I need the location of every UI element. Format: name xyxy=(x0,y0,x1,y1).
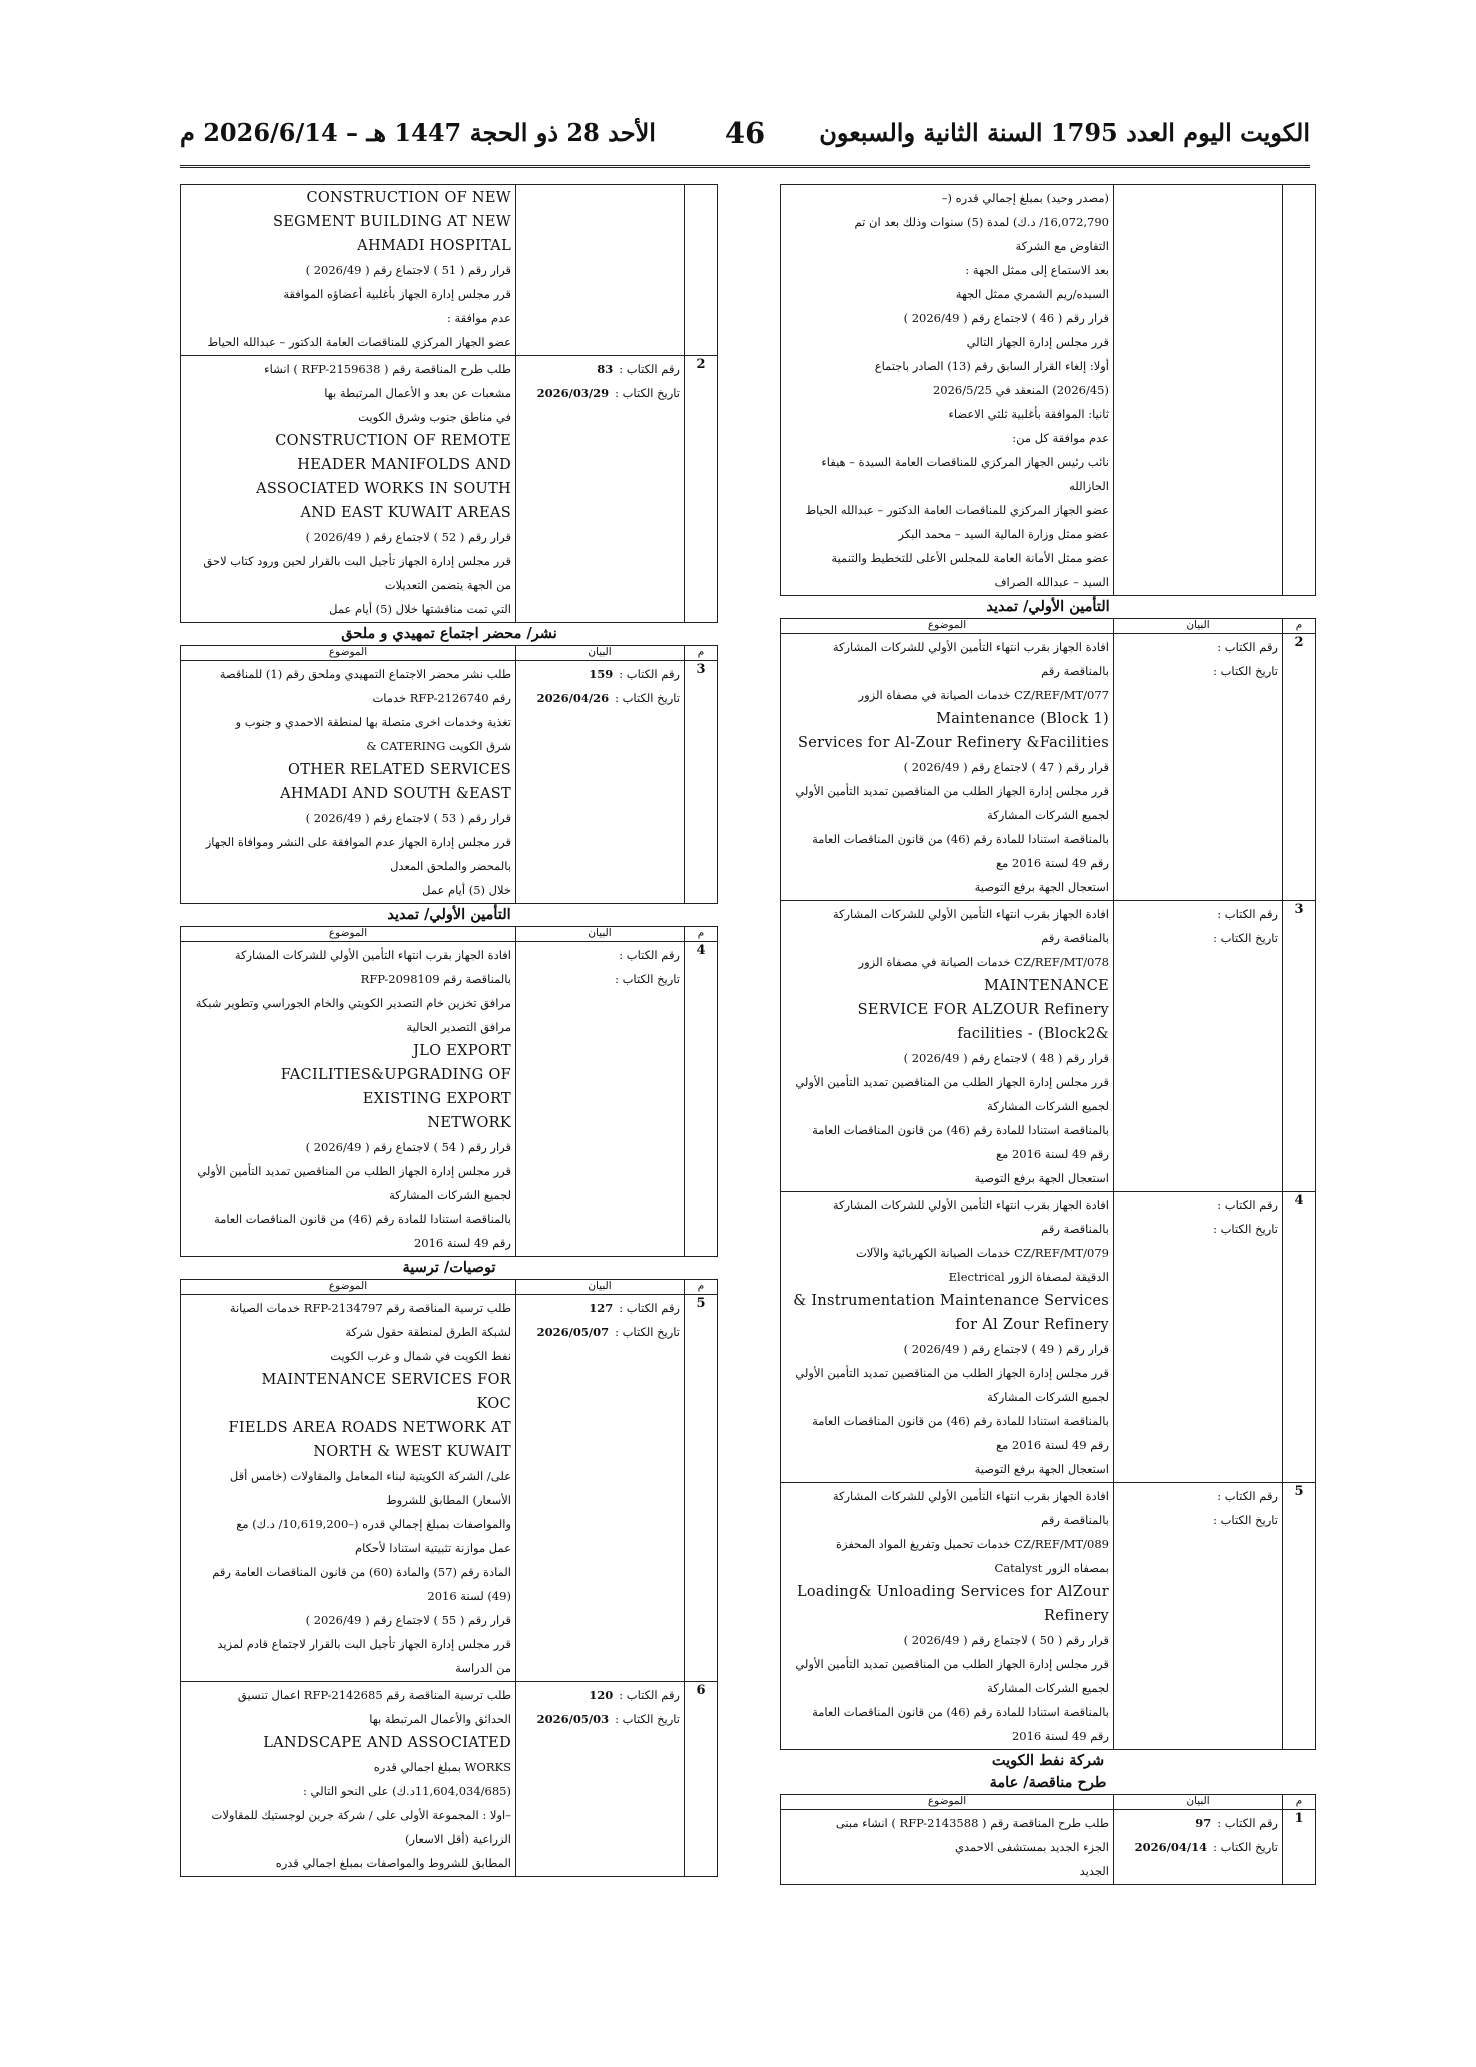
record-line: الحدائق والأعمال المرتبطة بها xyxy=(369,1712,511,1726)
record-subject xyxy=(781,1810,1114,1885)
record-line: بمصفاه الزور Catalyst xyxy=(994,1561,1109,1575)
record-line: استعجال الجهة برفع التوصية xyxy=(974,1171,1109,1185)
record-line: AND EAST KUWAIT AREAS xyxy=(300,505,511,521)
record-subject xyxy=(781,1483,1114,1750)
record-subject xyxy=(181,661,516,904)
header-date: الأحد 28 ذو الحجة 1447 هـ – 2026/6/14 م xyxy=(180,118,656,147)
record-line: FIELDS AREA ROADS NETWORK AT xyxy=(228,1420,511,1436)
record-line: عدم موافقة : xyxy=(447,311,511,325)
letter-number-value: 159 xyxy=(589,667,614,681)
record-line: بالمناقصة استنادا للمادة رقم (46) من قانون المناقصات العامة xyxy=(812,832,1109,846)
record-line: (2026/45) المنعقد في 2026/5/25 xyxy=(932,383,1109,397)
record-line: قرر مجلس إدارة الجهاز عدم الموافقة على النشر وموافاة الجهاز xyxy=(205,835,511,849)
header-num: م xyxy=(1283,619,1316,634)
record-row xyxy=(781,1483,1316,1750)
record-line: قرر مجلس إدارة الجهاز التالي xyxy=(966,335,1109,349)
header-subject: الموضوع xyxy=(781,1795,1114,1810)
record-line: OTHER RELATED SERVICES xyxy=(288,762,511,778)
record-line: بعد الاستماع إلى ممثل الجهة : xyxy=(965,263,1109,277)
letter-number-value: 120 xyxy=(589,1688,614,1702)
record-number: 6 xyxy=(685,1682,718,1877)
record-number: 3 xyxy=(685,661,718,904)
record-line: مرافق التصدير الحالية xyxy=(406,1020,511,1034)
letter-number-label: رقم الكتاب : xyxy=(1217,1816,1278,1830)
record-info xyxy=(1114,185,1283,596)
letter-number xyxy=(1118,1193,1278,1217)
header-subject: الموضوع xyxy=(181,646,516,661)
record-line: لجميع الشركات المشاركة xyxy=(987,1099,1109,1113)
header-subject: الموضوع xyxy=(181,1280,516,1295)
record-line: قرر مجلس إدارة الجهاز تأجيل البت بالقرار لحين ورود كتاب لاحق xyxy=(203,554,511,568)
record-line: Loading& Unloading Services for AlZour xyxy=(796,1584,1109,1600)
record-line: Services for Al-Zour Refinery &Facilities xyxy=(798,735,1109,751)
record-info xyxy=(1114,1483,1283,1750)
record-line: طلب طرح المناقصة رقم ( RFP-2159638 ) انشاء xyxy=(264,362,511,376)
record-line: بالمناقصة رقم xyxy=(1041,664,1109,678)
record-line: NETWORK xyxy=(427,1115,511,1131)
record-number: 3 xyxy=(1283,901,1316,1192)
letter-date xyxy=(1118,1835,1278,1859)
letter-number xyxy=(1118,902,1278,926)
letter-date-label: تاريخ الكتاب : xyxy=(615,386,680,400)
record-info xyxy=(516,356,685,623)
letter-number-label: رقم الكتاب : xyxy=(619,667,680,681)
record-line: بالمناقصة استنادا للمادة رقم (46) من قانون المناقصات العامة xyxy=(812,1414,1109,1428)
table-header-row xyxy=(781,619,1316,634)
record-row xyxy=(781,1192,1316,1483)
record-subject xyxy=(781,634,1114,901)
record-line: قرار رقم ( 50 ) لاجتماع رقم ( 2026/49 ) xyxy=(903,1633,1109,1647)
header-num: م xyxy=(685,646,718,661)
record-line: قرر مجلس إدارة الجهاز الطلب من المناقصين تمديد التأمين الأولي xyxy=(795,1657,1109,1671)
record-line: قرار رقم ( 53 ) لاجتماع رقم ( 2026/49 ) xyxy=(305,811,511,825)
letter-number-label: رقم الكتاب : xyxy=(1217,1489,1278,1503)
table-header-row xyxy=(181,646,718,661)
awards-section-title: توصيات/ ترسية xyxy=(402,1259,496,1276)
record-number: 4 xyxy=(1283,1192,1316,1483)
letter-date xyxy=(1118,659,1278,683)
record-subject xyxy=(181,1295,516,1682)
letter-number xyxy=(520,943,680,967)
letter-date-value: 2026/03/29 xyxy=(536,386,610,400)
awards-section-table xyxy=(180,1279,718,1877)
record-line: Instrumentation Maintenance Services & xyxy=(793,1293,1109,1309)
record-line: 16,072,790/ د.ك) لمدة (5) سنوات وذلك بعد ان تم xyxy=(854,215,1109,229)
record-line: بالمناقصة رقم RFP-2098109 xyxy=(360,972,511,986)
letter-date-value: 2026/04/26 xyxy=(536,691,610,705)
record-line: طلب طرح المناقصة رقم ( RFP-2143588 ) انشاء مبنى xyxy=(835,1816,1109,1830)
record-line: طلب نشر محضر الاجتماع التمهيدي وملحق رقم (1) للمناقصة xyxy=(219,667,511,681)
record-row xyxy=(181,1682,718,1877)
record-line: SERVICE FOR ALZOUR Refinery xyxy=(857,1002,1109,1018)
record-line: رقم 49 لسنة 2016 مع xyxy=(996,1147,1109,1161)
record-number: 2 xyxy=(685,356,718,623)
record-number: 5 xyxy=(685,1295,718,1682)
letter-date-label: تاريخ الكتاب : xyxy=(1213,1840,1278,1854)
letter-number xyxy=(520,662,680,686)
record-line: KOC xyxy=(476,1396,511,1412)
record-line: لجميع الشركات المشاركة xyxy=(987,1681,1109,1695)
record-line: نفط الكويت في شمال و غرب الكويت xyxy=(330,1349,511,1363)
record-line: لجميع الشركات المشاركة xyxy=(389,1188,511,1202)
record-line: MAINTENANCE xyxy=(984,978,1109,994)
record-line: HEADER MANIFOLDS AND xyxy=(297,457,511,473)
letter-date-label: تاريخ الكتاب : xyxy=(1213,1222,1278,1236)
record-line: بالمناقصة استنادا للمادة رقم (46) من قانون المناقصات العامة xyxy=(214,1212,511,1226)
letter-date-label: تاريخ الكتاب : xyxy=(1213,931,1278,945)
record-line: عدم موافقة كل من: xyxy=(1012,431,1109,445)
table-header-row xyxy=(181,927,718,942)
record-info xyxy=(516,942,685,1257)
record-line: عضو الجهاز المركزي للمناقصات العامة الدكتور – عبدالله الحياط xyxy=(805,503,1109,517)
record-line: قرار رقم ( 51 ) لاجتماع رقم ( 2026/49 ) xyxy=(305,263,511,277)
letter-number xyxy=(520,1683,680,1707)
letter-date-label: تاريخ الكتاب : xyxy=(615,691,680,705)
record-line: المطابق للشروط والمواصفات بمبلغ اجمالي قدره xyxy=(275,1856,511,1870)
record-line: رقم 49 لسنة 2016 xyxy=(1011,1729,1109,1743)
record-subject xyxy=(781,185,1114,596)
record-line: WORKS بمبلغ اجمالي قدره xyxy=(373,1760,511,1774)
record-line: CONSTRUCTION OF NEW xyxy=(306,190,511,206)
record-line: قرار رقم ( 46 ) لاجتماع رقم ( 2026/49 ) xyxy=(903,311,1109,325)
record-line: قرار رقم ( 48 ) لاجتماع رقم ( 2026/49 ) xyxy=(903,1051,1109,1065)
record-line: LANDSCAPE AND ASSOCIATED xyxy=(263,1735,511,1751)
record-line: في مناطق جنوب وشرق الكويت xyxy=(358,410,511,424)
letter-date-label: تاريخ الكتاب : xyxy=(1213,664,1278,678)
header-subject: الموضوع xyxy=(781,619,1114,634)
table-header-row xyxy=(181,1280,718,1295)
record-line: رقم RFP-2126740 خدمات xyxy=(372,691,511,705)
guarantee-extension-section-table xyxy=(780,618,1316,1750)
record-info xyxy=(1114,1810,1283,1885)
letter-date xyxy=(1118,1508,1278,1532)
record-line: استعجال الجهة برفع التوصية xyxy=(974,880,1109,894)
record-line: قرر مجلس إدارة الجهاز تأجيل البت بالقرار لاجتماع قادم لمزيد xyxy=(217,1637,511,1651)
record-line: CZ/REF/MT/077 خدمات الصيانة في مصفاة الزور xyxy=(858,688,1109,702)
record-line: التي تمت مناقشتها خلال (5) أيام عمل xyxy=(329,602,511,616)
record-line: رقم 49 لسنة 2016 مع xyxy=(996,856,1109,870)
record-line: NORTH & WEST KUWAIT xyxy=(313,1444,511,1460)
record-line: قرار رقم ( 52 ) لاجتماع رقم ( 2026/49 ) xyxy=(305,530,511,544)
record-line: رقم 49 لسنة 2016 xyxy=(413,1236,511,1250)
continued-table xyxy=(180,184,718,623)
header-info: البيان xyxy=(1114,619,1283,634)
continued-row xyxy=(181,185,718,356)
letter-date xyxy=(520,967,680,991)
record-number xyxy=(685,185,718,356)
record-info xyxy=(516,661,685,904)
letter-number-label: رقم الكتاب : xyxy=(619,1688,680,1702)
record-row xyxy=(781,901,1316,1192)
record-line: السيده/ريم الشمري ممثل الجهة xyxy=(955,287,1109,301)
letter-date-label: تاريخ الكتاب : xyxy=(615,1325,680,1339)
record-number xyxy=(1283,185,1316,596)
letter-date-label: تاريخ الكتاب : xyxy=(1213,1513,1278,1527)
record-line: رقم 49 لسنة 2016 مع xyxy=(996,1438,1109,1452)
header-num: م xyxy=(685,1280,718,1295)
record-line: الأسعار) المطابق للشروط xyxy=(386,1493,511,1507)
record-line: خلال (5) أيام عمل xyxy=(422,883,511,897)
table-header-row xyxy=(781,1795,1316,1810)
letter-number-value: 83 xyxy=(597,362,614,376)
record-info xyxy=(516,185,685,356)
record-line: بالمناقصة رقم xyxy=(1041,1222,1109,1236)
record-line: قرار رقم ( 47 ) لاجتماع رقم ( 2026/49 ) xyxy=(903,760,1109,774)
record-line: افادة الجهاز بقرب انتهاء التأمين الأولي للشركات المشاركة xyxy=(832,1489,1109,1503)
record-line: افادة الجهاز بقرب انتهاء التأمين الأولي للشركات المشاركة xyxy=(832,907,1109,921)
record-row xyxy=(181,661,718,904)
record-info xyxy=(516,1295,685,1682)
header-info: البيان xyxy=(516,646,685,661)
record-info xyxy=(1114,634,1283,901)
letter-number xyxy=(520,357,680,381)
record-line: (49) لسنة 2016 xyxy=(427,1589,511,1603)
record-line: الحازالله xyxy=(1069,479,1109,493)
record-subject xyxy=(181,942,516,1257)
record-number: 2 xyxy=(1283,634,1316,901)
letter-number-label: رقم الكتاب : xyxy=(1217,907,1278,921)
record-line: AHMADI AND SOUTH &EAST xyxy=(280,786,511,802)
record-number: 4 xyxy=(685,942,718,1257)
record-line: قرار رقم ( 54 ) لاجتماع رقم ( 2026/49 ) xyxy=(305,1140,511,1154)
page-header xyxy=(180,118,1310,158)
record-line: نائب رئيس الجهاز المركزي للمناقصات العامة السيدة – هيفاء xyxy=(821,455,1109,469)
header-info: البيان xyxy=(516,1280,685,1295)
record-line: افادة الجهاز بقرب انتهاء التأمين الأولي للشركات المشاركة xyxy=(832,640,1109,654)
letter-number xyxy=(520,1296,680,1320)
record-line: طلب ترسية المناقصة رقم RFP-2142685 اعمال تنسيق xyxy=(237,1688,511,1702)
record-line: بالمحضر والملحق المعدل xyxy=(390,859,511,873)
record-row xyxy=(181,356,718,623)
record-line: من الدراسة xyxy=(455,1661,511,1675)
continued-table xyxy=(780,184,1316,596)
record-line: FACILITIES&UPGRADING OF xyxy=(280,1067,511,1083)
header-num: م xyxy=(685,927,718,942)
letter-number-label: رقم الكتاب : xyxy=(619,362,680,376)
record-line: مشعبات عن بعد و الأعمال المرتبطة بها xyxy=(324,386,511,400)
record-line: (Block 1) Maintenance xyxy=(936,711,1109,727)
letter-date-value: 2026/05/03 xyxy=(536,1712,610,1726)
letter-date xyxy=(520,1320,680,1344)
record-subject xyxy=(181,1682,516,1877)
letter-number-label: رقم الكتاب : xyxy=(619,948,680,962)
record-number: 1 xyxy=(1283,1810,1316,1885)
letter-date-value: 2026/05/07 xyxy=(536,1325,610,1339)
record-line: لشبكة الطرق لمنطقة حقول شركة xyxy=(345,1325,511,1339)
record-line: طلب ترسية المناقصة رقم RFP-2134797 خدمات الصيانة xyxy=(229,1301,511,1315)
guarantee-extension-section-title: التأمين الأولي/ تمديد xyxy=(986,598,1110,615)
record-line: قرار رقم ( 49 ) لاجتماع رقم ( 2026/49 ) xyxy=(903,1342,1109,1356)
record-line: (11,604,034/685د.ك) على النحو التالي : xyxy=(303,1784,511,1798)
record-line: ASSOCIATED WORKS IN SOUTH xyxy=(256,481,511,497)
record-line: CONSTRUCTION OF REMOTE xyxy=(275,433,511,449)
record-line: عضو ممثل وزارة المالية السيد – محمد البكر xyxy=(898,527,1109,541)
right-column xyxy=(780,184,1316,1885)
record-line: &facilities - (Block2 xyxy=(957,1026,1109,1042)
publication-section-title: نشر/ محضر اجتماع تمهيدي و ملحق xyxy=(341,625,557,642)
record-line: أولا: إلغاء القرار السابق رقم (13) الصادر باجتماع xyxy=(874,359,1109,373)
record-line: استعجال الجهة برفع التوصية xyxy=(974,1462,1109,1476)
letter-date xyxy=(1118,1217,1278,1241)
record-line: على/ الشركة الكويتية لبناء المعامل والمقاولات (خامس أقل xyxy=(229,1469,511,1483)
record-info xyxy=(516,1682,685,1877)
record-line: AHMADI HOSPITAL xyxy=(357,238,511,254)
letter-date-label: تاريخ الكتاب : xyxy=(615,972,680,986)
record-line: لجميع الشركات المشاركة xyxy=(987,808,1109,822)
record-line: CZ/REF/MT/089 خدمات تحميل وتفريغ المواد المحفزة xyxy=(835,1537,1109,1551)
letter-number-label: رقم الكتاب : xyxy=(619,1301,680,1315)
record-line: الجزء الجديد بمستشفى الاحمدي xyxy=(954,1840,1109,1854)
header-rule xyxy=(180,165,1310,168)
record-line: من الجهة يتضمن التعديلات xyxy=(384,578,511,592)
record-line: Refinery xyxy=(1044,1608,1109,1624)
record-line: لجميع الشركات المشاركة xyxy=(987,1390,1109,1404)
header-info: البيان xyxy=(516,927,685,942)
record-row xyxy=(181,1295,718,1682)
record-row xyxy=(781,634,1316,901)
record-line: JLO EXPORT xyxy=(413,1043,511,1059)
guarantee-extension-section-table xyxy=(180,926,718,1257)
public-tender-section-table xyxy=(780,1794,1316,1885)
record-subject xyxy=(781,1192,1114,1483)
record-line: for Al Zour Refinery xyxy=(955,1317,1109,1333)
record-row xyxy=(181,942,718,1257)
letter-date xyxy=(520,1707,680,1731)
header-info: البيان xyxy=(1114,1795,1283,1810)
record-line: بالمناقصة رقم xyxy=(1041,1513,1109,1527)
record-line: MAINTENANCE SERVICES FOR xyxy=(261,1372,511,1388)
record-line: CZ/REF/MT/078 خدمات الصيانة في مصفاة الزور xyxy=(858,955,1109,969)
guarantee-extension-section-title: التأمين الأولي/ تمديد xyxy=(387,906,511,923)
record-line: قرر مجلس إدارة الجهاز الطلب من المناقصين تمديد التأمين الأولي xyxy=(795,1075,1109,1089)
record-line: افادة الجهاز بقرب انتهاء التأمين الأولي للشركات المشاركة xyxy=(234,948,511,962)
record-line: مرافق تخزين خام التصدير الكويتي والخام الجوراسي وتطوير شبكة xyxy=(195,996,511,1010)
left-column xyxy=(180,184,718,1877)
record-line: SEGMENT BUILDING AT NEW xyxy=(272,214,511,230)
letter-number-label: رقم الكتاب : xyxy=(1217,640,1278,654)
letter-number-label: رقم الكتاب : xyxy=(1217,1198,1278,1212)
letter-date-label: تاريخ الكتاب : xyxy=(615,1712,680,1726)
record-line: (مصدر وحيد) بمبلغ إجمالي قدره (– xyxy=(941,191,1109,205)
record-subject xyxy=(781,901,1114,1192)
record-line: قرر مجلس إدارة الجهاز بأغلبية أعضاؤه الموافقة xyxy=(283,287,511,301)
record-subject xyxy=(181,185,516,356)
record-line: المادة رقم (57) والمادة (60) من قانون المناقصات العامة رقم xyxy=(212,1565,511,1579)
record-line: تغذية وخدمات اخرى متصلة بها لمنطقة الاحمدي و جنوب و xyxy=(235,715,511,729)
record-info xyxy=(1114,1192,1283,1483)
letter-number-value: 127 xyxy=(589,1301,614,1315)
record-line: التفاوض مع الشركة xyxy=(1015,239,1109,253)
record-line: شرق الكويت CATERING & xyxy=(366,739,511,753)
page-number: 46 xyxy=(724,116,766,150)
record-line: الجديد xyxy=(1079,1864,1109,1878)
record-line: –اولا : المجموعة الأولى على / شركة جرين لوجستيك للمقاولات xyxy=(211,1808,511,1822)
record-subject xyxy=(181,356,516,623)
letter-date-value: 2026/04/14 xyxy=(1134,1840,1208,1854)
record-line: والمواصفات بمبلغ إجمالي قدره (–10,619,200/ د.ك) مع xyxy=(236,1517,511,1531)
continued-row xyxy=(781,185,1316,596)
record-line: قرر مجلس إدارة الجهاز الطلب من المناقصين تمديد التأمين الأولي xyxy=(795,784,1109,798)
record-line: قرر مجلس إدارة الجهاز الطلب من المناقصين تمديد التأمين الأولي xyxy=(795,1366,1109,1380)
header-num: م xyxy=(1283,1795,1316,1810)
record-line: بالمناقصة رقم xyxy=(1041,931,1109,945)
header-subject: الموضوع xyxy=(181,927,516,942)
header-issue: الكويت اليوم العدد 1795 السنة الثانية والسبعون xyxy=(819,118,1310,147)
publication-section-table xyxy=(180,645,718,904)
letter-date xyxy=(520,686,680,710)
letter-date xyxy=(520,381,680,405)
record-line: عضو الجهاز المركزي للمناقصات العامة الدكتور – عبدالله الحياط xyxy=(207,335,511,349)
letter-number-value: 97 xyxy=(1195,1816,1212,1830)
company-title: شركة نفط الكويت xyxy=(991,1752,1105,1769)
record-line: قرار رقم ( 55 ) لاجتماع رقم ( 2026/49 ) xyxy=(305,1613,511,1627)
record-line: عضو ممثل الأمانة العامة للمجلس الأعلى للتخطيط والتنمية xyxy=(831,551,1109,565)
record-line: السيد – عبدالله الصراف xyxy=(994,575,1109,589)
record-line: EXISTING EXPORT xyxy=(362,1091,511,1107)
record-line: الدقيقة لمصفاة الزور Electrical xyxy=(948,1270,1109,1284)
record-line: افادة الجهاز بقرب انتهاء التأمين الأولي للشركات المشاركة xyxy=(832,1198,1109,1212)
record-row xyxy=(781,1810,1316,1885)
record-info xyxy=(1114,901,1283,1192)
record-number: 5 xyxy=(1283,1483,1316,1750)
letter-number xyxy=(1118,635,1278,659)
record-line: الزراعية (أقل الاسعار) xyxy=(405,1832,511,1846)
letter-number xyxy=(1118,1484,1278,1508)
record-line: ثانيا: الموافقة بأغلبية ثلثي الاعضاء xyxy=(948,407,1109,421)
record-line: بالمناقصة استنادا للمادة رقم (46) من قانون المناقصات العامة xyxy=(812,1123,1109,1137)
record-line: CZ/REF/MT/079 خدمات الصيانة الكهربائية والآلات xyxy=(855,1246,1109,1260)
record-line: عمل موازنة تثبيتية استنادا لأحكام xyxy=(354,1541,511,1555)
record-line: بالمناقصة استنادا للمادة رقم (46) من قانون المناقصات العامة xyxy=(812,1705,1109,1719)
record-line: قرر مجلس إدارة الجهاز الطلب من المناقصين تمديد التأمين الأولي xyxy=(197,1164,511,1178)
public-tender-section-title: طرح مناقصة/ عامة xyxy=(989,1774,1107,1791)
letter-number xyxy=(1118,1811,1278,1835)
letter-date xyxy=(1118,926,1278,950)
